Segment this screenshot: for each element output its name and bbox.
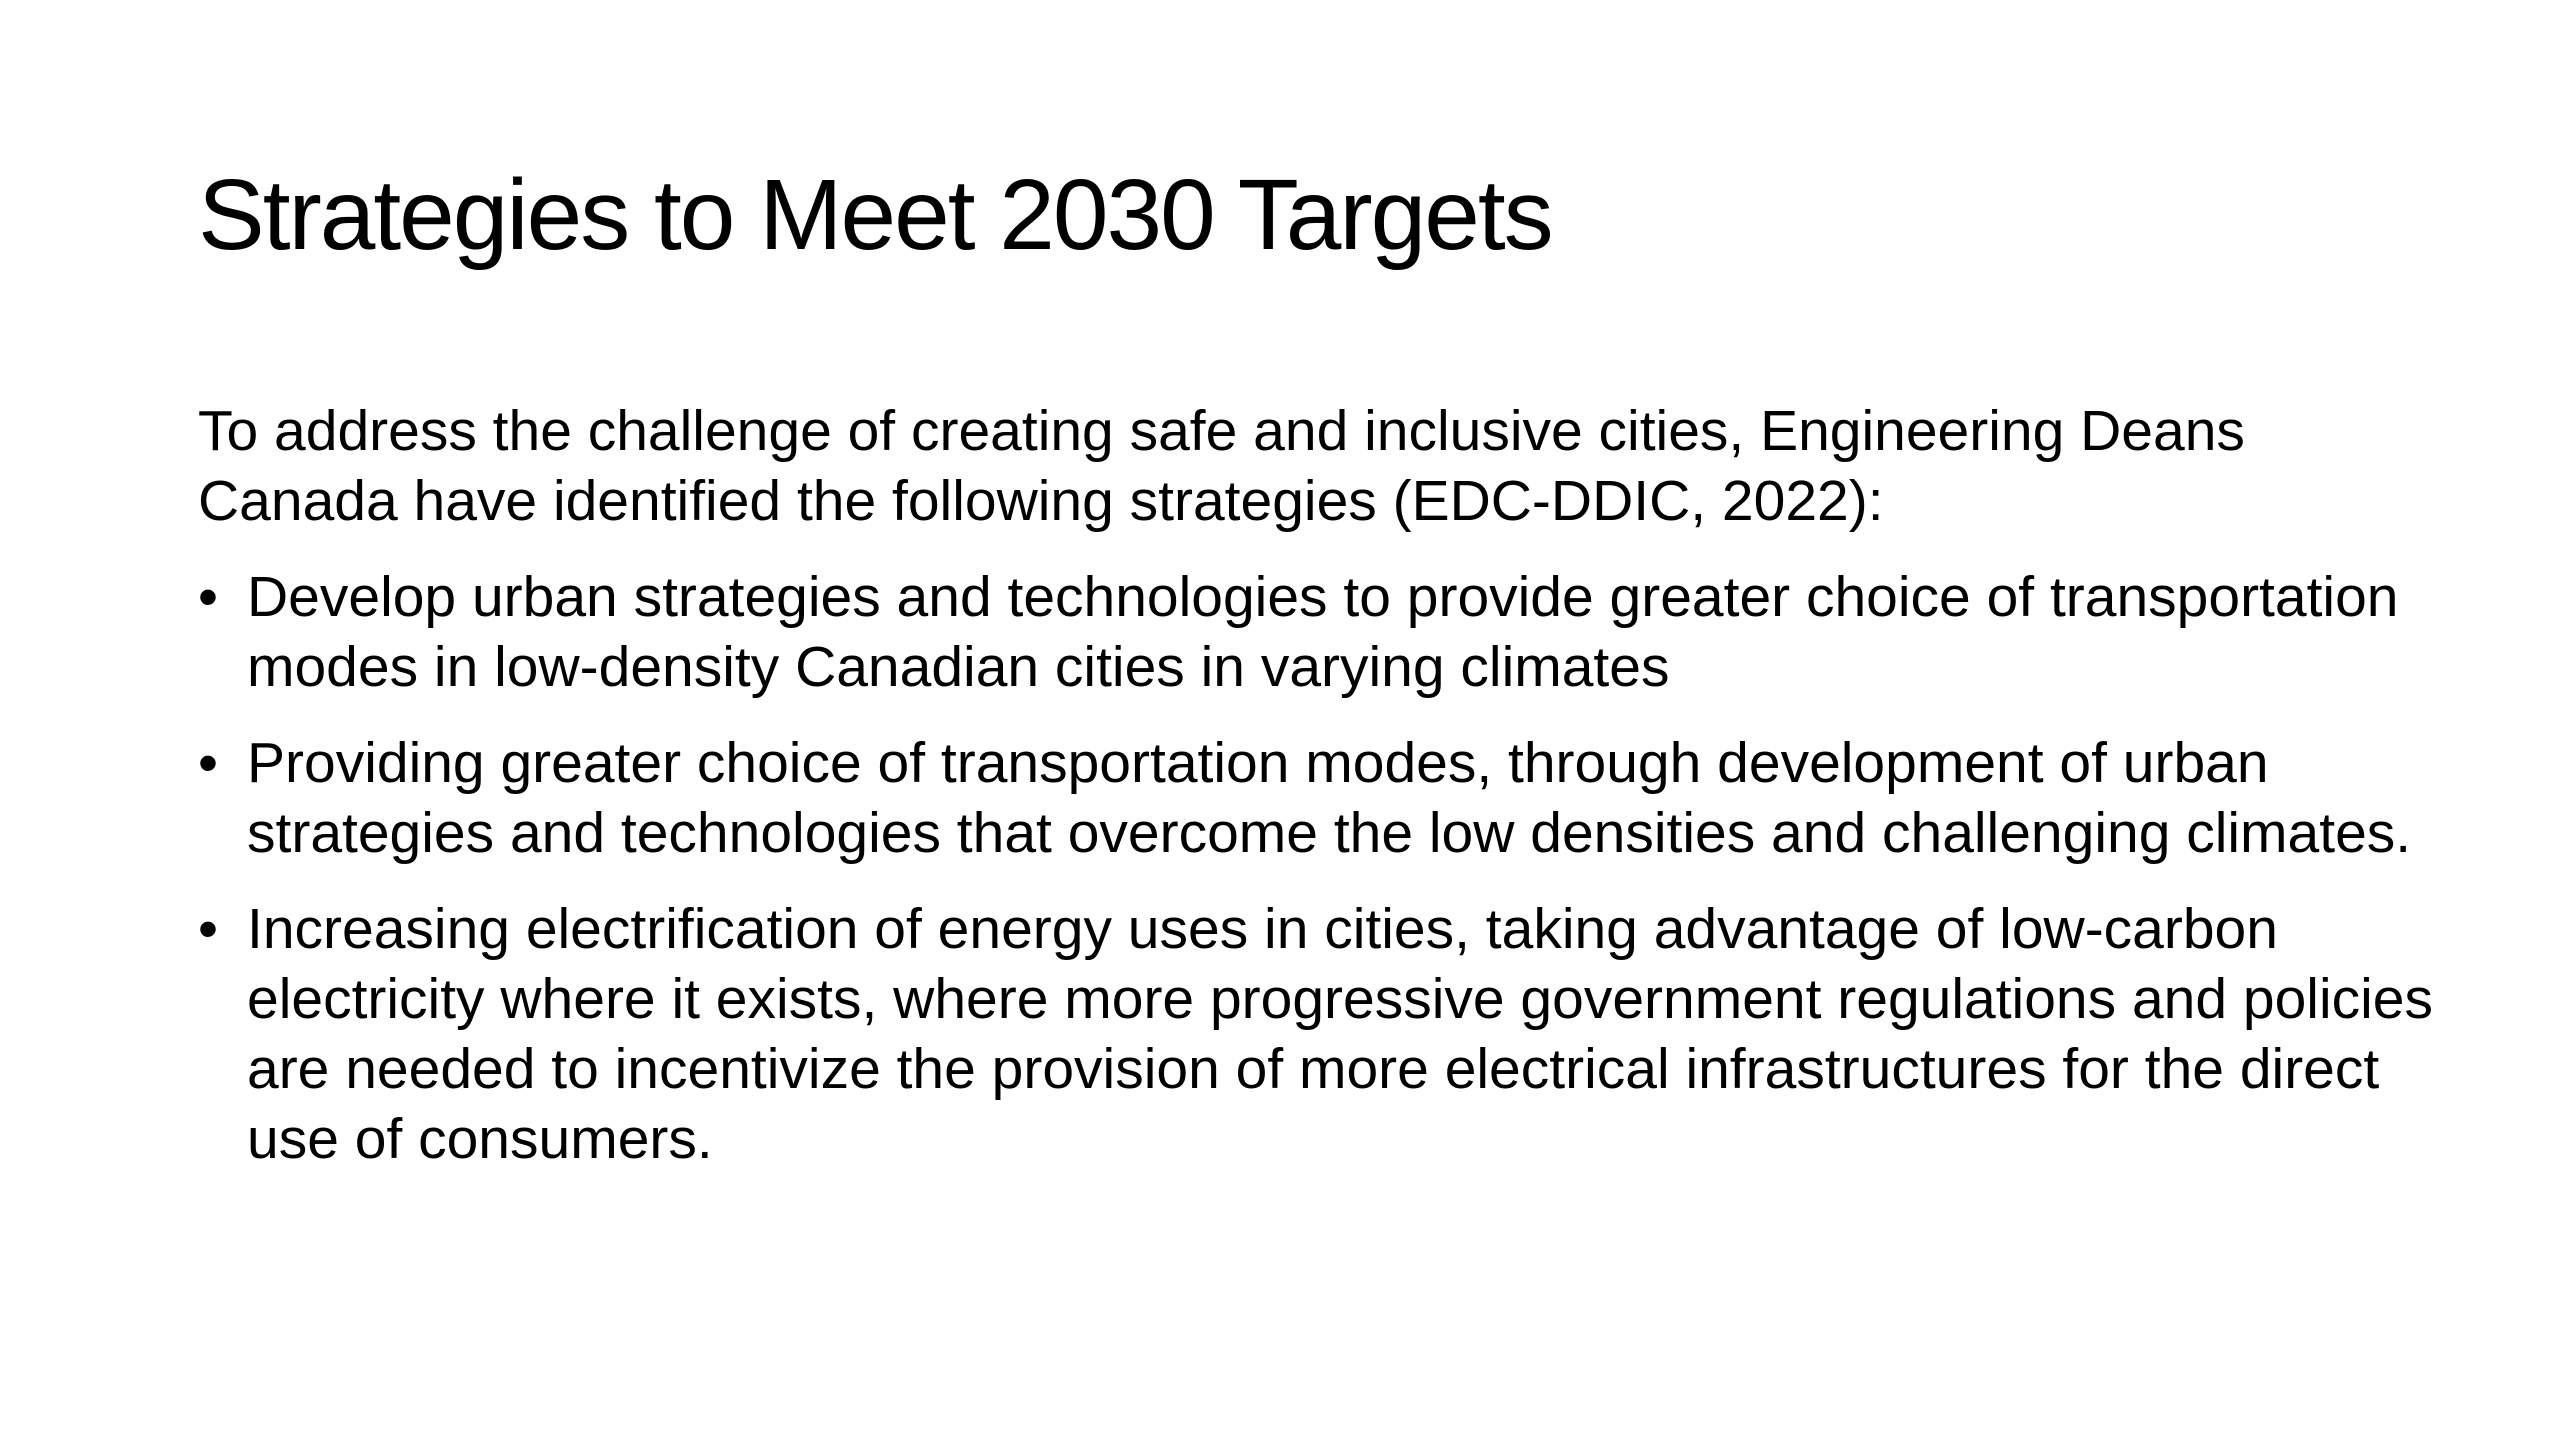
bullet-icon: • — [198, 897, 218, 961]
bullet-text: Providing greater choice of transportation modes, through development of urban strategies and technologies that overcome the low densities and challenging climates. — [247, 731, 2412, 865]
bullet-item — [198, 728, 2438, 868]
bullet-item — [198, 894, 2438, 1174]
bullet-text: Increasing electrification of energy uses in cities, taking advantage of low-carbon electricity where it exists, where more progressive government regulations and policies are needed to incentivize the provision of more electrical infrastructures for the direct use of consumers. — [247, 897, 2433, 1171]
bullet-text: Develop urban strategies and technologies to provide greater choice of transportation modes in low-density Canadian cities in varying climates — [247, 565, 2399, 699]
bullet-list — [198, 562, 2438, 1174]
bullet-icon: • — [198, 565, 218, 629]
slide-body — [198, 396, 2438, 1200]
bullet-item — [198, 562, 2438, 702]
intro-paragraph: To address the challenge of creating safe and inclusive cities, Engineering Deans Canada have identified the following strategies (EDC-DDIC, 2022): — [198, 399, 2245, 533]
slide-title: Strategies to Meet 2030 Targets — [198, 159, 1552, 271]
bullet-icon: • — [198, 731, 218, 795]
